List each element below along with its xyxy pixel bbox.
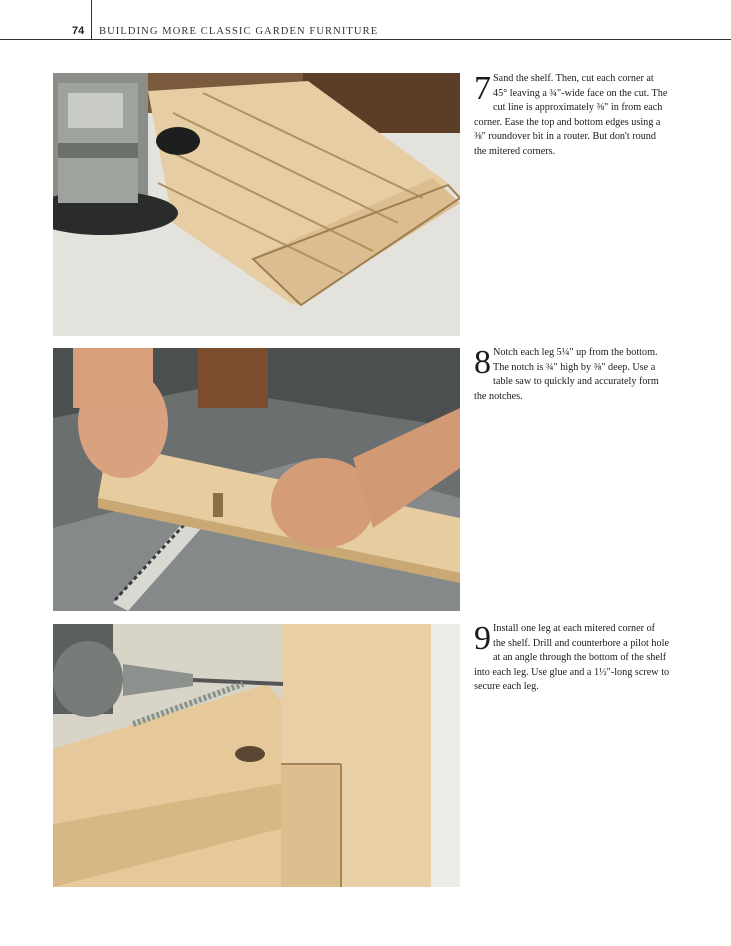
page-header (0, 0, 731, 42)
step-9 (474, 622, 670, 695)
step-text: Notch each leg 5¼" up from the bottom. The notch is ¾" high by ⅜" deep. Use a table saw to quickly and accurately form the notches. (474, 347, 659, 402)
step-text: Install one leg at each mitered corner of the shelf. Drill and counterbore a pilot hole at an angle through the bottom of the shelf into each leg. Use glue and a 1½"-long screw to secure each leg. (474, 623, 670, 693)
header-divider (91, 0, 92, 40)
photo-leg-install (53, 624, 460, 887)
step-number: 8 (474, 344, 491, 381)
step-7 (474, 72, 670, 160)
photo-router-shelf (53, 73, 460, 336)
step-text: Sand the shelf. Then, cut each corner at 45° leaving a ¾"-wide face on the cut. The cut line is approximately ⅜" in from each corner. Ease the top and bottom edges using a ⅜" roundover bit in a router. But don't round the mitered corners. (474, 73, 668, 157)
photo-table-saw-notch (53, 348, 460, 611)
step-number: 9 (474, 620, 491, 657)
header-rule (0, 39, 731, 40)
step-8 (474, 346, 670, 404)
running-title: BUILDING MORE CLASSIC GARDEN FURNITURE (99, 26, 379, 37)
step-number: 7 (474, 70, 491, 107)
page-number: 74 (72, 25, 85, 37)
